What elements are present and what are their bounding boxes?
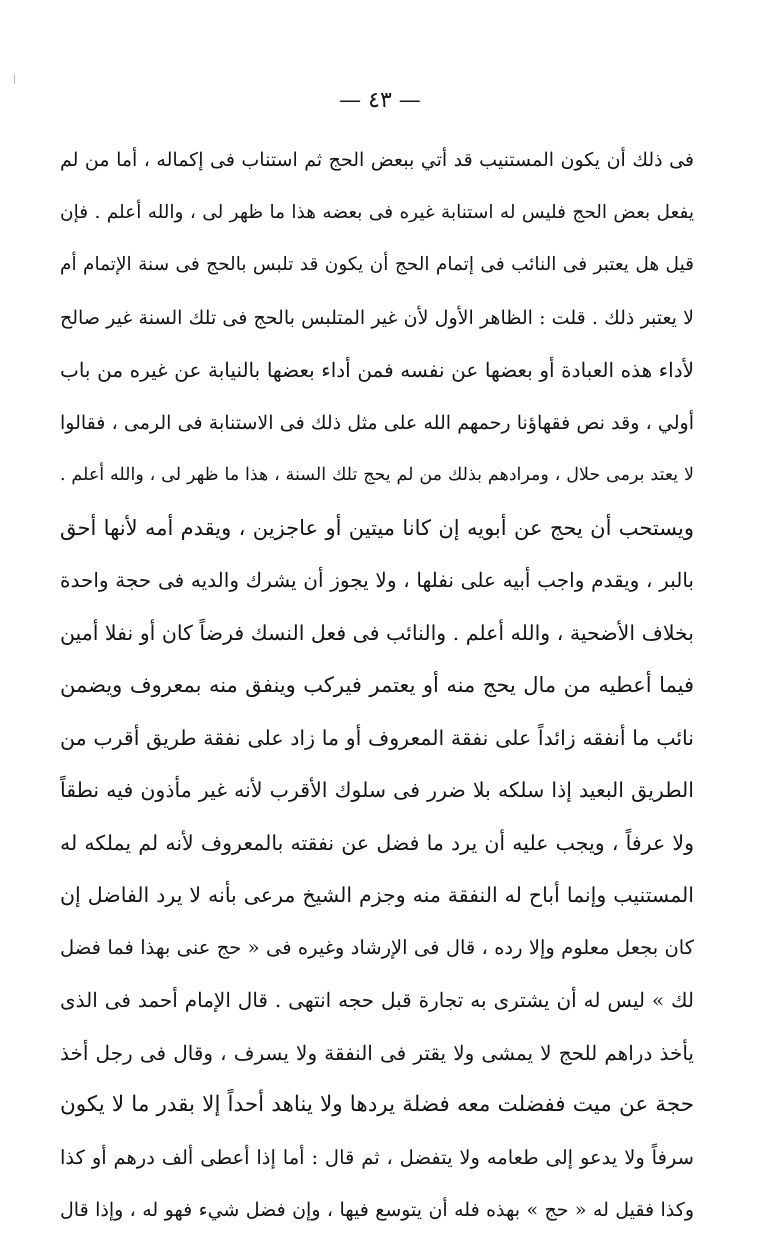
text-line: الطريق البعيد إذا سلكه بلا ضرر فى سلوك الأقرب لأنه غير مأذون فيه نطقاً	[60, 778, 694, 802]
text-line: قيل هل يعتبر فى النائب فى إتمام الحج أن يكون قد تلبس بالحج فى سنة الإتمام أم	[60, 254, 694, 275]
text-line: يفعل بعض الحج فليس له استنابة غيره فى بعضه هذا ما ظهر لى ، والله أعلم . فإن	[60, 201, 694, 223]
text-line: أولي ، وقد نص فقهاؤنا رحمهم الله على مثل ذلك فى الاستنابة فى الرمى ، فقالوا	[60, 411, 694, 434]
body-text	[60, 138, 694, 1241]
page-number: — ٤٣ —	[339, 88, 421, 113]
text-line: يأخذ دراهم للحج لا يمشى ولا يقتر فى النفقة ولا يسرف ، وقال فى رجل أخذ	[60, 1040, 694, 1065]
text-line: المستنيب وإنما أباح له النفقة منه وجزم الشيخ مرعى بأنه لا يرد الفاضل إن	[60, 883, 694, 907]
text-line: لك » ليس له أن يشترى به تجارة قبل حجه انتهى . قال الإمام أحمد فى الذى	[60, 988, 694, 1012]
text-line: سرفاً ولا يدعو إلى طعامه ولا يتفضل ، ثم قال : أما إذا أعطى ألف درهم أو كذا	[60, 1145, 694, 1169]
text-line: بخلاف الأضحية ، والله أعلم . والنائب فى فعل النسك فرضاً كان أو نفلا أمين	[60, 620, 694, 645]
text-line: لا يعتد برمى حلال ، ومرادهم بذلك من لم يحج تلك السنة ، هذا ما ظهر لى ، والله أعلم .	[60, 465, 694, 485]
text-line: فيما أعطيه من مال يحج منه أو يعتمر فيركب وينفق منه بمعروف ويضمن	[60, 673, 694, 697]
text-line: كان بجعل معلوم وإلا رده ، قال فى الإرشاد وغيره فى « حج عنى بهذا فما فضل	[60, 935, 694, 959]
text-line: بالبر ، ويقدم واجب أبيه على نفلها ، ولا يجوز أن يشرك والديه فى حجة واحدة	[60, 568, 694, 592]
text-line: وكذا فقيل له « حج » بهذه فله أن يتوسع فيها ، وإن فضل شيء فهو له ، وإذا قال	[60, 1199, 694, 1221]
text-line: لأداء هذه العبادة أو بعضها عن نفسه فمن أداء بعضها بالنيابة عن غيره من باب	[60, 358, 694, 382]
text-line: لا يعتبر ذلك . قلت : الظاهر الأول لأن غير المتلبس بالحج فى تلك السنة غير صالح	[60, 306, 694, 329]
text-line: حجة عن ميت ففضلت معه فضلة يردها ولا يناهد أحداً إلا بقدر ما لا يكون	[60, 1092, 694, 1117]
text-line: نائب ما أنفقه زائداً على نفقة المعروف أو ما زاد على نفقة طريق أقرب من	[60, 725, 694, 750]
text-line: ويستحب أن يحج عن أبويه إن كانا ميتين أو عاجزين ، ويقدم أمه لأنها أحق	[60, 515, 694, 540]
text-line: ولا عرفاً ، ويجب عليه أن يرد ما فضل عن نفقته بالمعروف لأنه لم يملكه له	[60, 830, 694, 855]
margin-mark	[14, 74, 15, 84]
text-line: فى ذلك أن يكون المستنيب قد أتي ببعض الحج ثم استناب فى إكماله ، أما من لم	[60, 149, 694, 171]
